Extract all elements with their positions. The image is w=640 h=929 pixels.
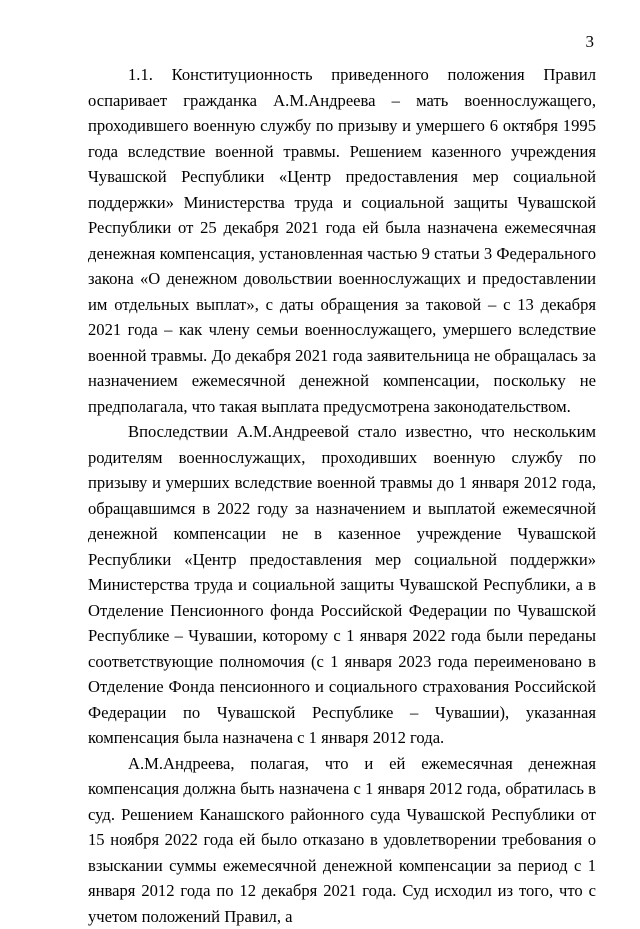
document-body (88, 62, 596, 929)
page-number: 3 (586, 32, 595, 52)
paragraph-1: 1.1. Конституционность приведенного положения Правил оспаривает гражданка А.М.Андреева – мать военнослужащего, проходившего военную службу по призыву и умершего 6 октября 1995 года вследствие военной травмы. Решением казенного учреждения Чувашской Республики «Центр предоставления мер социальной поддержки» Министерства труда и социальной защиты Чувашской Республики от 25 декабря 2021 года ей была назначена ежемесячная денежная компенсация, установленная частью 9 статьи 3 Федерального закона «О денежном довольствии военнослужащих и предоставлении им отдельных выплат», с даты обращения за таковой – с 13 декабря 2021 года – как члену семьи военнослужащего, умершего вследствие военной травмы. До декабря 2021 года заявительница не обращалась за назначением ежемесячной денежной компенсации, поскольку не предполагала, что такая выплата предусмотрена законодательством. (88, 62, 596, 419)
paragraph-2: Впоследствии А.М.Андреевой стало известно, что нескольким родителям военнослужащих, проходивших военную службу по призыву и умерших вследствие военной травмы до 1 января 2012 года, обращавшимся в 2022 году за назначением и выплатой ежемесячной денежной компенсации не в казенное учреждение Чувашской Республики «Центр предоставления мер социальной поддержки» Министерства труда и социальной защиты Чувашской Республики, а в Отделение Пенсионного фонда Российской Федерации по Чувашской Республике – Чувашии, которому с 1 января 2022 года были переданы соответствующие полномочия (с 1 января 2023 года переименовано в Отделение Фонда пенсионного и социального страхования Российской Федерации по Чувашской Республике – Чувашии), указанная компенсация была назначена с 1 января 2012 года. (88, 419, 596, 751)
paragraph-3: А.М.Андреева, полагая, что и ей ежемесячная денежная компенсация должна быть назначена с 1 января 2012 года, обратилась в суд. Решением Канашского районного суда Чувашской Республики от 15 ноября 2022 года ей было отказано в удовлетворении требования о взыскании суммы ежемесячной денежной компенсации за период с 1 января 2012 года по 12 декабря 2021 года. Суд исходил из того, что с учетом положений Правил, а (88, 751, 596, 929)
